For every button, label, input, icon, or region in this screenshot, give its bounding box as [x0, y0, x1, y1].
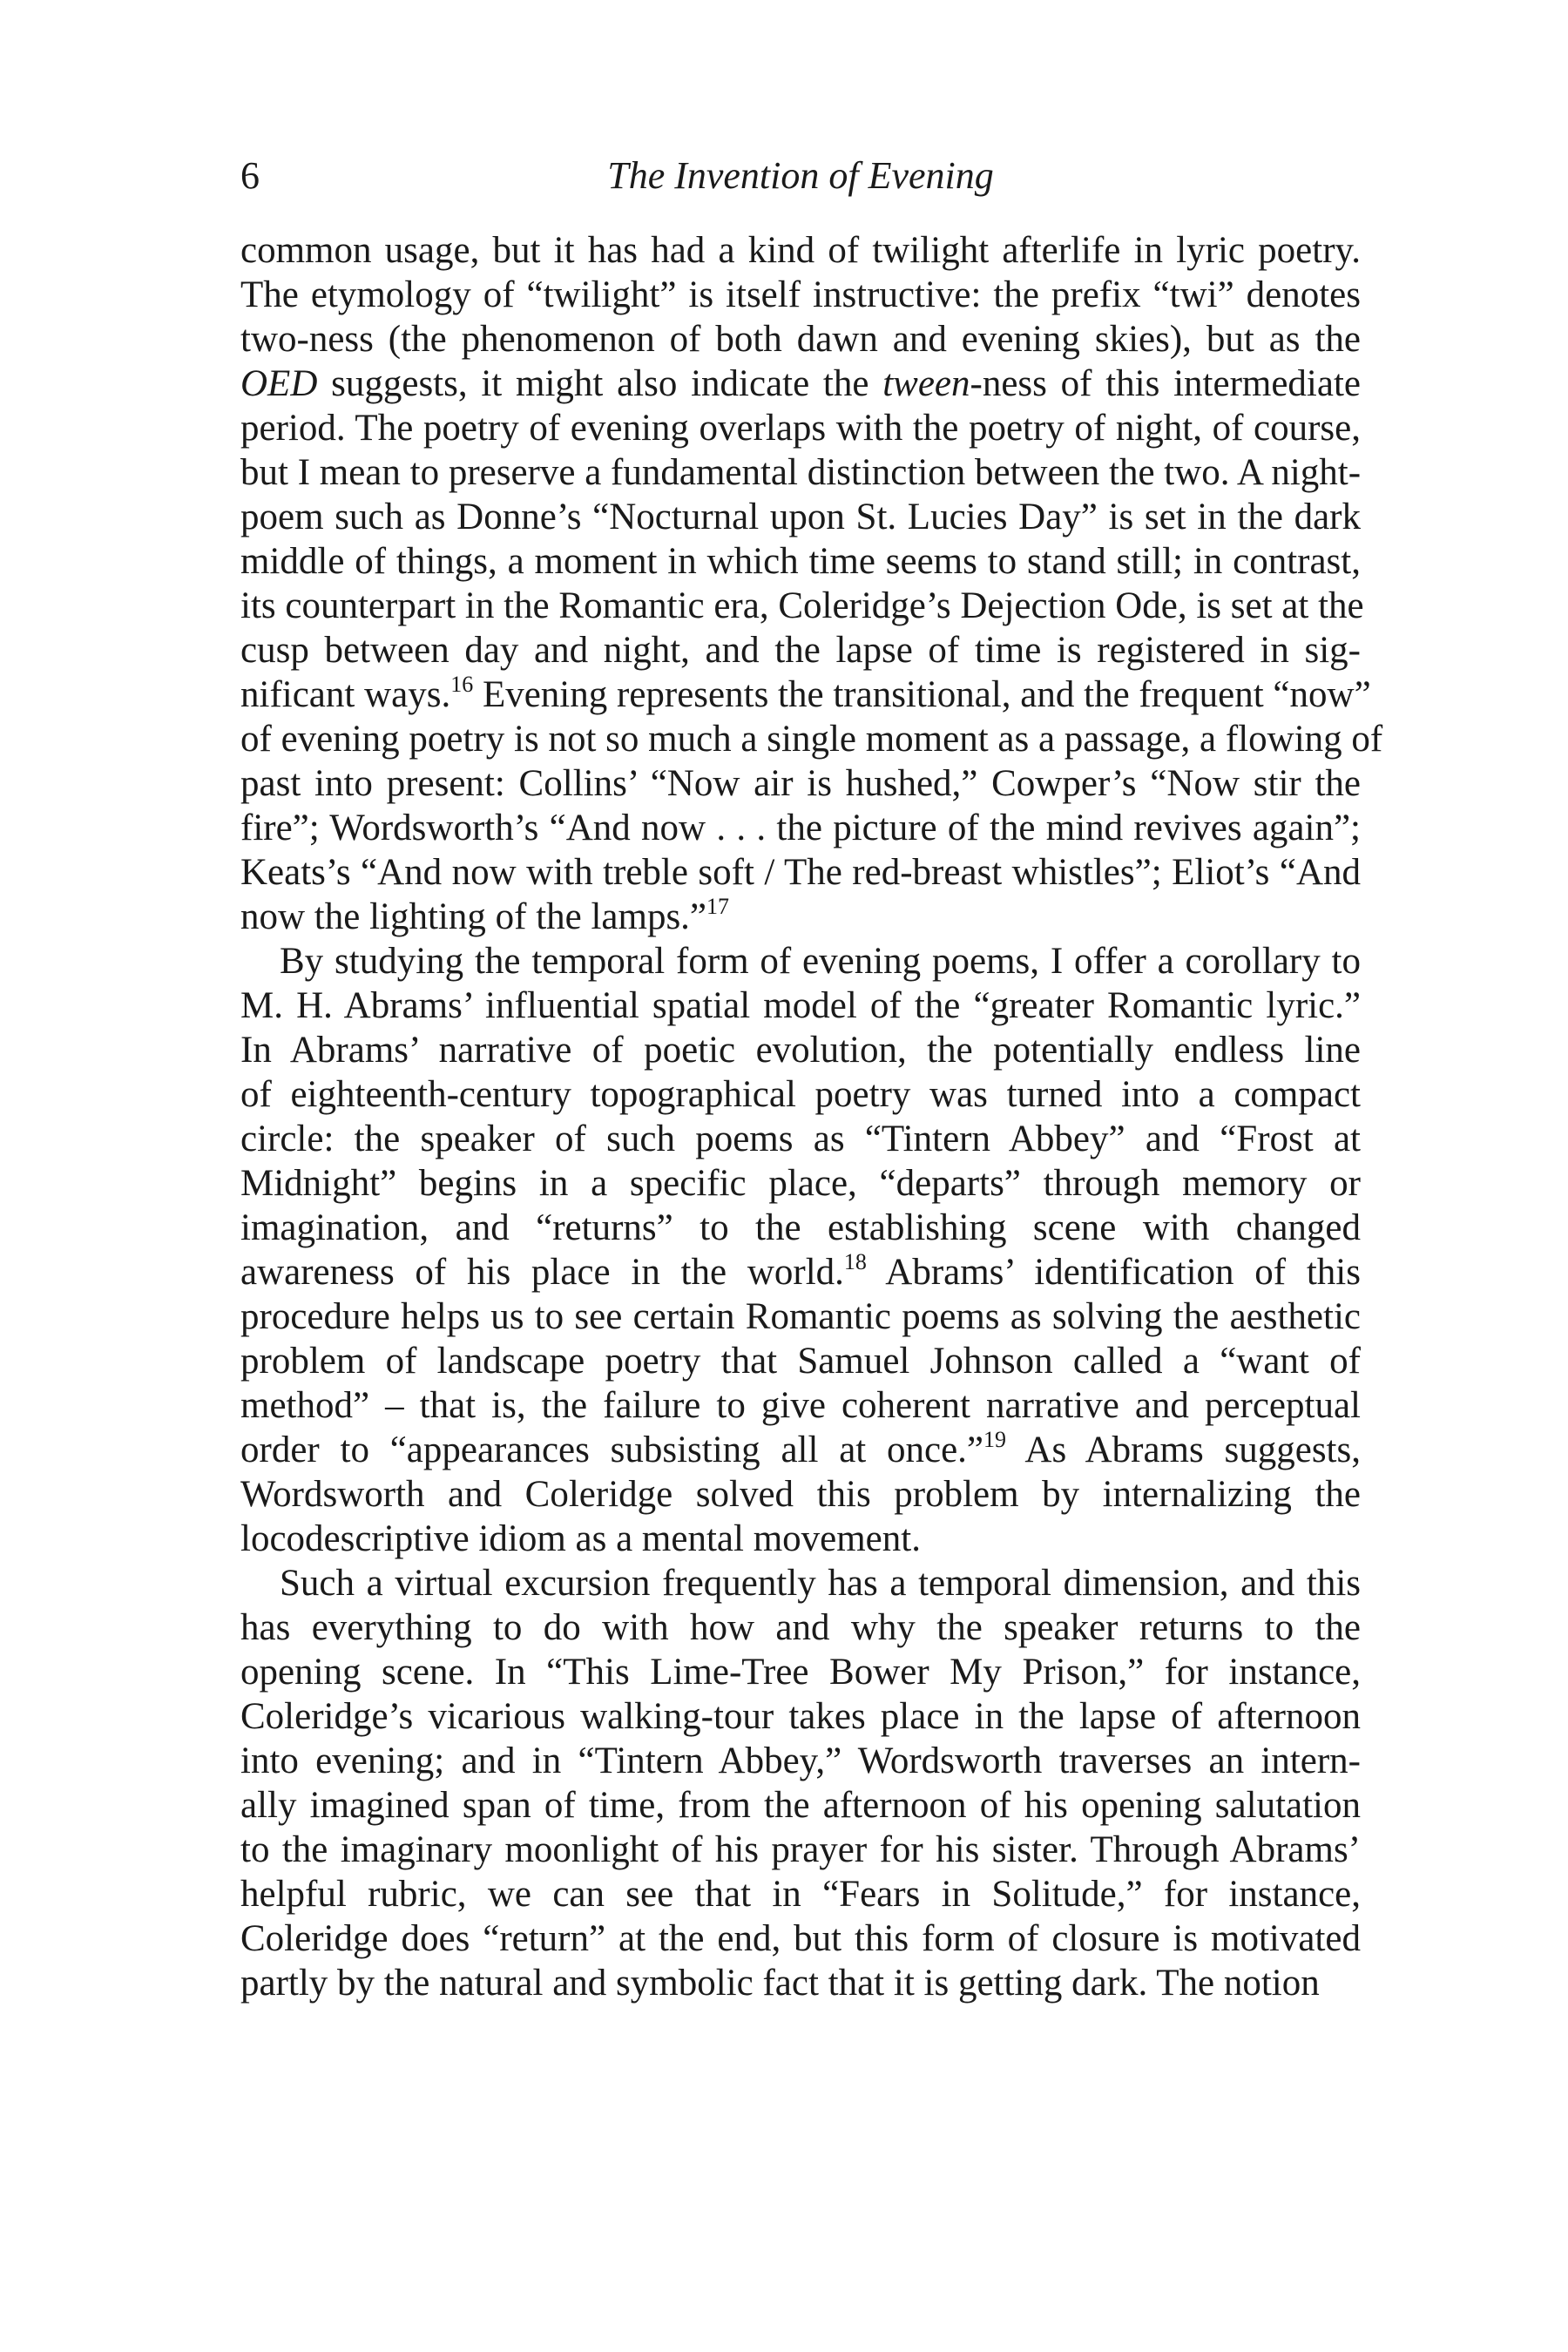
paragraph — [240, 939, 1361, 1561]
text-line: two-ness (the phenomenon of both dawn and evening skies), but as the — [240, 319, 1361, 360]
text-line: nificant ways.$^{16}$ Evening represents the transitional, and the frequent “now” — [240, 671, 1371, 715]
page-header — [240, 150, 1361, 202]
text-line: cusp between day and night, and the lapse of time is registered in sig- — [240, 630, 1361, 671]
text-line: to the imaginary moonlight of his prayer for his sister. Through Abrams’ — [240, 1829, 1361, 1870]
text-line: has everything to do with how and why the speaker returns to the — [240, 1607, 1361, 1648]
text-line: In Abrams’ narrative of poetic evolution, the potentially endless line — [240, 1030, 1361, 1071]
text-line: common usage, but it has had a kind of twilight afterlife in lyric poetry. — [240, 230, 1361, 271]
text-line: its counterpart in the Romantic era, Coleridge’s Dejection Ode, is set at the — [240, 585, 1364, 626]
page-number: 6 — [240, 154, 260, 197]
text-line: The etymology of “twilight” is itself instructive: the prefix “twi” denotes — [240, 274, 1361, 315]
text-line: Coleridge does “return” at the end, but this form of closure is motivated — [240, 1918, 1361, 1959]
paragraph — [240, 228, 1383, 939]
text-line: past into present: Collins’ “Now air is hushed,” Cowper’s “Now stir the — [240, 763, 1361, 804]
text-line: partly by the natural and symbolic fact that it is getting dark. The notion — [240, 1963, 1320, 2004]
text-line: Wordsworth and Coleridge solved this problem by internalizing the — [240, 1474, 1361, 1515]
text-line: now the lighting of the lamps.”$^{17}$ — [240, 893, 730, 937]
text-line: of eighteenth-century topographical poetry was turned into a compact — [240, 1074, 1361, 1115]
paragraph — [240, 1561, 1361, 2005]
text-line: procedure helps us to see certain Romantic poems as solving the aesthetic — [240, 1296, 1361, 1337]
text-line: Coleridge’s vicarious walking-tour takes place in the lapse of afternoon — [240, 1696, 1361, 1737]
text-line: ally imagined span of time, from the afternoon of his opening salutation — [240, 1785, 1361, 1826]
text-line: method” – that is, the failure to give coherent narrative and perceptual — [240, 1385, 1361, 1426]
text-line: period. The poetry of evening overlaps with the poetry of night, of course, — [240, 408, 1361, 449]
running-title: The Invention of Evening — [607, 154, 994, 197]
body-text — [240, 228, 1383, 2005]
text-line: opening scene. In “This Lime-Tree Bower My Prison,” for instance, — [240, 1652, 1361, 1693]
text-line: locodescriptive idiom as a mental movement. — [240, 1518, 921, 1559]
text-line: into evening; and in “Tintern Abbey,” Wordsworth traverses an intern- — [240, 1740, 1361, 1781]
text-line: fire”; Wordsworth’s “And now . . . the picture of the mind revives again”; — [240, 808, 1361, 848]
text-line: problem of landscape poetry that Samuel Johnson called a “want of — [240, 1341, 1361, 1382]
text-line: order to “appearances subsisting all at once.”$^{19}$ As Abrams suggests, — [240, 1426, 1361, 1470]
text-line: of evening poetry is not so much a single moment as a passage, a flowing of — [240, 719, 1383, 760]
text-line: helpful rubric, we can see that in “Fears in Solitude,” for instance, — [240, 1874, 1361, 1915]
text-line: Keats’s “And now with treble soft / The red-breast whistles”; Eliot’s “And — [240, 852, 1361, 893]
text-line: middle of things, a moment in which time seems to stand still; in contrast, — [240, 541, 1361, 582]
text-line: By studying the temporal form of evening poems, I offer a corollary to — [280, 941, 1361, 982]
text-line: imagination, and “returns” to the establishing scene with changed — [240, 1207, 1361, 1248]
text-line: poem such as Donne’s “Nocturnal upon St. Lucies Day” is set in the dark — [240, 497, 1361, 537]
text-line: but I mean to preserve a fundamental distinction between the two. A night- — [240, 452, 1362, 493]
text-line: circle: the speaker of such poems as “Tintern Abbey” and “Frost at — [240, 1119, 1361, 1159]
text-line: M. H. Abrams’ influential spatial model of the “greater Romantic lyric.” — [240, 985, 1361, 1026]
text-line: Such a virtual excursion frequently has a temporal dimension, and this — [280, 1563, 1361, 1604]
text-line: OED suggests, it might also indicate the tween-ness of this intermediate — [240, 363, 1361, 404]
text-line: Midnight” begins in a specific place, “departs” through memory or — [240, 1163, 1361, 1204]
text-line: awareness of his place in the world.$^{18}$ Abrams’ identification of this — [240, 1248, 1361, 1293]
